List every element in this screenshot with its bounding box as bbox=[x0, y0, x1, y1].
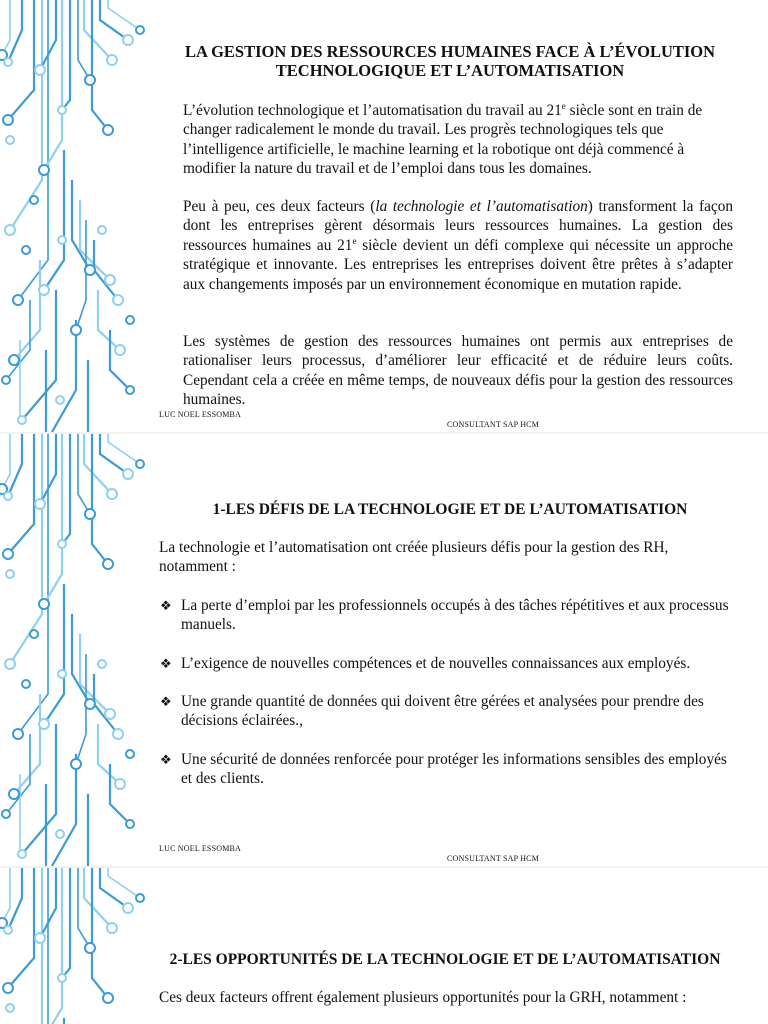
circuit-node bbox=[58, 670, 66, 678]
diamond-bullet-icon: ❖ bbox=[160, 598, 172, 613]
circuit-node bbox=[107, 489, 117, 499]
circuit-node bbox=[5, 225, 15, 235]
circuit-node bbox=[71, 325, 81, 335]
circuit-trace bbox=[6, 734, 30, 814]
circuit-node bbox=[5, 659, 15, 669]
circuit-node bbox=[58, 236, 66, 244]
circuit-node bbox=[3, 983, 13, 993]
circuit-node bbox=[4, 58, 12, 66]
circuit-node bbox=[6, 570, 14, 578]
slide-3 bbox=[0, 868, 768, 1024]
circuit-node bbox=[126, 820, 134, 828]
circuit-trace bbox=[84, 434, 112, 494]
circuit-node bbox=[18, 850, 26, 858]
circuit-node bbox=[103, 125, 113, 135]
circuit-board-decoration bbox=[0, 0, 150, 432]
circuit-node bbox=[136, 894, 144, 902]
circuit-node bbox=[105, 709, 115, 719]
list-item: ❖ La perte d’emploi par les professionnels occupés à des tâches répétitives et aux processus manuels. bbox=[160, 597, 729, 634]
circuit-node bbox=[35, 933, 45, 943]
circuit-node bbox=[85, 699, 95, 709]
circuit-node bbox=[126, 386, 134, 394]
circuit-trace bbox=[108, 0, 140, 30]
circuit-node bbox=[3, 549, 13, 559]
circuit-node bbox=[85, 265, 95, 275]
circuit-node bbox=[3, 115, 13, 125]
circuit-node bbox=[30, 196, 38, 204]
circuit-trace bbox=[2, 434, 10, 489]
diamond-bullet-icon: ❖ bbox=[160, 656, 172, 671]
author-role: CONSULTANT SAP HCM bbox=[447, 854, 540, 863]
slide-2 bbox=[0, 434, 768, 866]
circuit-node bbox=[39, 285, 49, 295]
circuit-node bbox=[115, 779, 125, 789]
section-title-defis: 1-LES DÉFIS DE LA TECHNOLOGIE ET DE L’AUTOMATISATION bbox=[212, 501, 688, 518]
circuit-node bbox=[85, 943, 95, 953]
section-title-opportunites: 2-LES OPPORTUNITÉS DE LA TECHNOLOGIE ET DE L’AUTOMATISATION bbox=[169, 951, 721, 968]
circuit-trace bbox=[62, 868, 70, 978]
circuit-node bbox=[35, 65, 45, 75]
circuit-node bbox=[136, 26, 144, 34]
circuit-node bbox=[71, 759, 81, 769]
circuit-node bbox=[58, 974, 66, 982]
circuit-trace bbox=[10, 0, 42, 230]
author-name: LUC NOEL ESSOMBA bbox=[159, 410, 242, 419]
circuit-trace bbox=[108, 868, 140, 898]
circuit-node bbox=[126, 316, 134, 324]
author-name: LUC NOEL ESSOMBA bbox=[159, 844, 242, 853]
circuit-node bbox=[123, 903, 133, 913]
circuit-node bbox=[103, 559, 113, 569]
circuit-trace bbox=[62, 0, 70, 110]
page-title bbox=[160, 42, 740, 80]
slide-1 bbox=[0, 0, 768, 432]
circuit-node bbox=[85, 509, 95, 519]
circuit-node bbox=[6, 136, 14, 144]
circuit-node bbox=[136, 460, 144, 468]
circuit-node bbox=[103, 993, 113, 1003]
circuit-node bbox=[85, 75, 95, 85]
title-line-1: LA GESTION DES RESSOURCES HUMAINES FACE À L’ÉVOLUTION bbox=[184, 42, 716, 61]
section-intro: Ces deux facteurs offrent également plusieurs opportunités pour la GRH, notamment : bbox=[159, 989, 687, 1006]
circuit-node bbox=[98, 226, 106, 234]
circuit-node bbox=[4, 926, 12, 934]
circuit-node bbox=[107, 923, 117, 933]
circuit-node bbox=[2, 376, 10, 384]
author-role: CONSULTANT SAP HCM bbox=[447, 420, 540, 429]
circuit-node bbox=[2, 810, 10, 818]
circuit-node bbox=[22, 246, 30, 254]
circuit-node bbox=[58, 540, 66, 548]
circuit-node bbox=[98, 660, 106, 668]
circuit-node bbox=[9, 789, 19, 799]
circuit-trace bbox=[10, 868, 42, 1024]
circuit-trace bbox=[6, 300, 30, 380]
diamond-bullet-icon: ❖ bbox=[160, 694, 172, 709]
circuit-trace bbox=[100, 434, 128, 474]
circuit-node bbox=[35, 499, 45, 509]
title-line-2: TECHNOLOGIQUE ET L’AUTOMATISATION bbox=[275, 61, 625, 80]
circuit-node bbox=[9, 355, 19, 365]
paragraph-3: Les systèmes de gestion des ressources humaines ont permis aux entreprises de rationaliser leurs processus, d’améliorer leur efficacité et de réduire leurs coûts. Cependant cela a créée en même temps, de nouveaux défis pour la gestion des ressources humaines. bbox=[183, 333, 733, 409]
circuit-node bbox=[39, 719, 49, 729]
circuit-node bbox=[105, 275, 115, 285]
circuit-trace bbox=[2, 868, 10, 923]
circuit-node bbox=[123, 469, 133, 479]
circuit-trace bbox=[100, 0, 128, 40]
circuit-node bbox=[39, 165, 49, 175]
circuit-board-decoration bbox=[0, 434, 150, 866]
circuit-trace bbox=[84, 868, 112, 928]
list-item: ❖ Une sécurité de données renforcée pour protéger les informations sensibles des employés et des clients. bbox=[160, 751, 727, 788]
circuit-trace bbox=[44, 434, 62, 604]
circuit-trace bbox=[110, 330, 130, 390]
circuit-node bbox=[56, 830, 64, 838]
circuit-node bbox=[18, 416, 26, 424]
circuit-trace bbox=[108, 434, 140, 464]
circuit-node bbox=[115, 345, 125, 355]
circuit-trace bbox=[84, 0, 112, 60]
circuit-node bbox=[4, 492, 12, 500]
circuit-node bbox=[13, 295, 23, 305]
circuit-node bbox=[13, 729, 23, 739]
paragraph-1: L’évolution technologique et l’automatisation du travail au 21e siècle sont en train de changer radicalement le monde du travail. Les progrès technologiques tels que l’intelligence artificielle, le machine learning et la robotique ont déjà commencé à modifier la nature du travail et de l’emploi dans tous les domaines. bbox=[183, 100, 703, 178]
circuit-trace bbox=[44, 868, 62, 1024]
circuit-node bbox=[126, 750, 134, 758]
circuit-node bbox=[123, 35, 133, 45]
circuit-trace bbox=[110, 764, 130, 824]
section-intro: La technologie et l’automatisation ont créée plusieurs défis pour la gestion des RH, notamment : bbox=[159, 539, 669, 576]
circuit-node bbox=[39, 599, 49, 609]
circuit-board-decoration bbox=[0, 868, 150, 1024]
diamond-bullet-icon: ❖ bbox=[160, 752, 172, 767]
list-item: ❖ Une grande quantité de données qui doivent être gérées et analysées pour prendre des décisions éclairées., bbox=[160, 693, 704, 730]
circuit-node bbox=[6, 1004, 14, 1012]
circuit-node bbox=[56, 396, 64, 404]
list-item: ❖ L’exigence de nouvelles compétences et de nouvelles connaissances aux employés. bbox=[160, 655, 691, 672]
circuit-node bbox=[107, 55, 117, 65]
circuit-trace bbox=[2, 0, 10, 55]
circuit-node bbox=[113, 729, 123, 739]
circuit-trace bbox=[100, 868, 128, 908]
circuit-node bbox=[22, 680, 30, 688]
paragraph-2: Peu à peu, ces deux facteurs (la technologie et l’automatisation) transforment la façon dont les entreprises gèrent désormais leurs ressources humaines. La gestion des ressources humaines au 21e siècle devient un défi complexe qui nécessite un approche stratégique et innovante. Les entreprises les entreprises doivent être prêtes à s’adapter aux changements imposés par un environnement économique en mutation rapide. bbox=[183, 198, 734, 293]
circuit-node bbox=[58, 106, 66, 114]
circuit-trace bbox=[44, 0, 62, 170]
circuit-trace bbox=[62, 434, 70, 544]
circuit-trace bbox=[10, 434, 42, 664]
circuit-node bbox=[30, 630, 38, 638]
circuit-node bbox=[113, 295, 123, 305]
